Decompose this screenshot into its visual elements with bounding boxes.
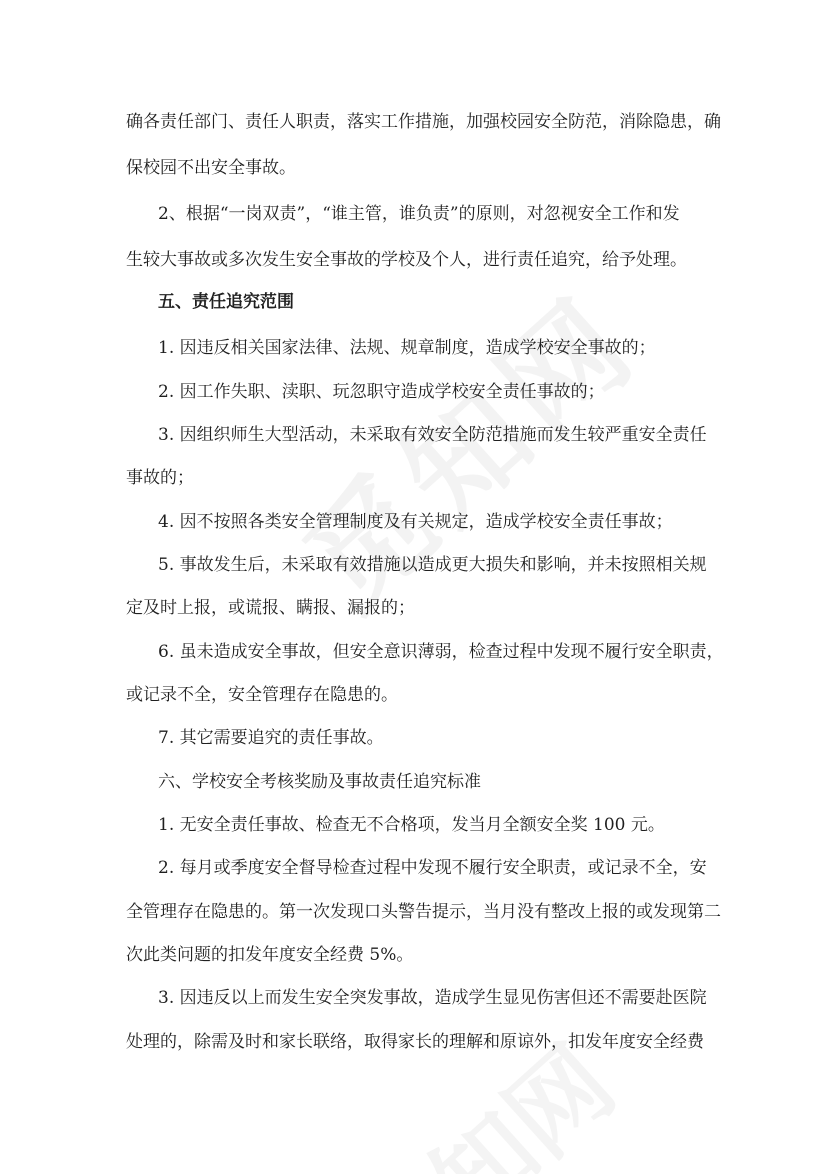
list-item: 2. 每月或季度安全督导检查过程中发现不履行安全职责，或记录不全，安 (158, 858, 707, 878)
text-line: 事故的； (126, 468, 194, 488)
list-item: 6. 虽未造成安全事故，但安全意识薄弱，检查过程中发现不履行安全职责， (158, 642, 724, 662)
list-item: 2. 因工作失职、渎职、玩忽职守造成学校安全责任事故的； (158, 382, 605, 402)
text-line: 定及时上报，或谎报、瞒报、漏报的； (126, 598, 415, 618)
text-line: 或记录不全，安全管理存在隐患的。 (126, 685, 398, 705)
list-item: 1. 无安全责任事故、检查无不合格项，发当月全额安全奖 100 元。 (158, 815, 665, 835)
section-heading: 五、责任追究范围 (158, 292, 294, 312)
text-line: 2、根据“一岗双责”，“谁主管，谁负责”的原则，对忽视安全工作和发 (158, 204, 680, 224)
text-line: 全管理存在隐患的。第一次发现口头警告提示，当月没有整改上报的或发现第二 (126, 902, 721, 922)
text-line: 处理的，除需及时和家长联络，取得家长的理解和原谅外，扣发年度安全经费 (126, 1032, 704, 1052)
text-line: 确各责任部门、责任人职责，落实工作措施，加强校园安全防范，消除隐患，确 (126, 112, 721, 132)
text-line: 保校园不出安全事故。 (126, 158, 296, 178)
list-item: 3. 因违反以上而发生安全突发事故，造成学生显见伤害但还不需要赴医院 (158, 988, 707, 1008)
list-item: 4. 因不按照各类安全管理制度及有关规定，造成学校安全责任事故； (158, 512, 673, 532)
text-line: 次此类问题的扣发年度安全经费 5%。 (126, 945, 414, 965)
text-line: 生较大事故或多次发生安全事故的学校及个人，进行责任追究，给予处理。 (126, 250, 687, 270)
list-item: 7. 其它需要追究的责任事故。 (158, 728, 384, 748)
section-heading: 六、学校安全考核奖励及事故责任追究标准 (158, 772, 481, 792)
list-item: 5. 事故发生后，未采取有效措施以造成更大损失和影响，并未按照相关规 (158, 555, 707, 575)
list-item: 1. 因违反相关国家法律、法规、规章制度，造成学校安全事故的； (158, 338, 656, 358)
list-item: 3. 因组织师生大型活动，未采取有效安全防范措施而发生较严重安全责任 (158, 425, 707, 445)
